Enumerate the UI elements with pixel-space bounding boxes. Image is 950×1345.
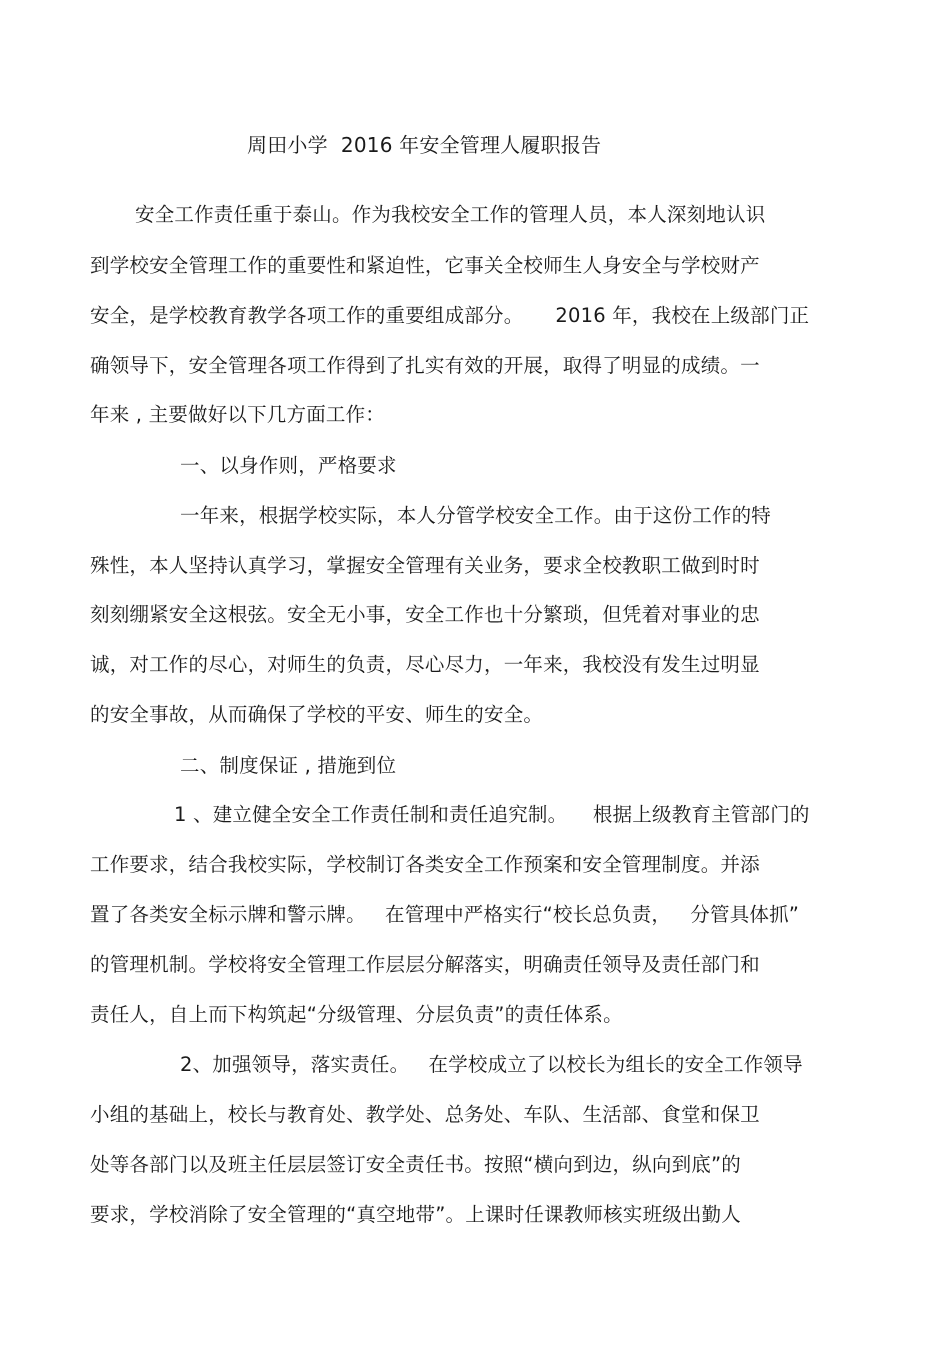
paragraph-line: 安全工作责任重于泰山。作为我校安全工作的管理人员，本人深刻地认识 (135, 203, 766, 226)
paragraph-line: 确领导下，安全管理各项工作得到了扎实有效的开展，取得了明显的成绩。一 (90, 354, 760, 377)
paragraph-line: 刻刻绷紧安全这根弦。安全无小事，安全工作也十分繁琐，但凭着对事业的忠 (90, 603, 760, 626)
paragraph-line: 年来 , 主要做好以下几方面工作： (90, 403, 385, 426)
paragraph-line: 诚，对工作的尽心，对师生的负责，尽心尽力，一年来，我校没有发生过明显 (90, 653, 760, 676)
paragraph-line: 处等各部门以及班主任层层签订安全责任书。按照“横向到边，纵向到底”的 (90, 1153, 742, 1176)
paragraph-line: 到学校安全管理工作的重要性和紧迫性，它事关全校师生人身安全与学校财产 (90, 254, 760, 277)
section-heading: 一、以身作则，严格要求 (180, 454, 397, 477)
paragraph-line: 要求，学校消除了安全管理的“真空地带”。上课时任课教师核实班级出勤人 (90, 1203, 742, 1226)
paragraph-line: 1 、建立健全安全工作责任制和责任追究制。 根据上级教育主管部门的 (174, 803, 810, 826)
paragraph-line: 的安全事故，从而确保了学校的平安、师生的安全。 (90, 703, 544, 726)
paragraph-line: 小组的基础上，校长与教育处、教学处、总务处、车队、生活部、食堂和保卫 (90, 1103, 760, 1126)
paragraph-line: 安全，是学校教育教学各项工作的重要组成部分。 2016 年，我校在上级部门正 (90, 304, 810, 327)
paragraph-line: 一年来，根据学校实际，本人分管学校安全工作。由于这份工作的特 (180, 504, 772, 527)
paragraph-line: 工作要求，结合我校实际，学校制订各类安全工作预案和安全管理制度。并添 (90, 853, 760, 876)
paragraph-line: 责任人，自上而下构筑起“分级管理、分层负责”的责任体系。 (90, 1003, 623, 1026)
paragraph-line: 2、加强领导，落实责任。 在学校成立了以校长为组长的安全工作领导 (180, 1053, 803, 1076)
section-heading: 二、制度保证 , 措施到位 (180, 754, 397, 777)
paragraph-line: 的管理机制。学校将安全管理工作层层分解落实，明确责任领导及责任部门和 (90, 953, 760, 976)
paragraph-line: 殊性，本人坚持认真学习，掌握安全管理有关业务，要求全校教职工做到时时 (90, 554, 760, 577)
document-title: 周田小学 2016 年安全管理人履职报告 (247, 133, 602, 157)
paragraph-line: 置了各类安全标示牌和警示牌。 在管理中严格实行“校长总负责， 分管具体抓” (90, 903, 800, 926)
